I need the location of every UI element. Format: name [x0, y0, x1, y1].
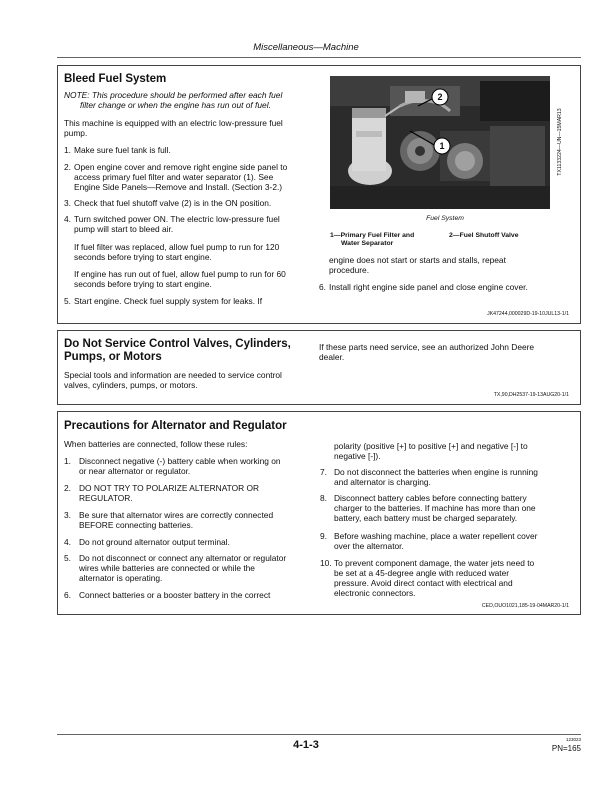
step-5-number: 5.	[64, 296, 71, 306]
step-1-number: 1.	[64, 145, 71, 155]
rule-3-line-1: Be sure that alternator wires are correctly connected	[79, 510, 274, 520]
rule-10-line-2: be set at a 45-degree angle with reduced water	[334, 568, 510, 578]
page-number: 4-1-3	[293, 739, 319, 751]
step-5-text: Start engine. Check fuel supply system for leaks. If	[74, 296, 263, 306]
step-4-para-2-line-2: seconds before trying to start engine.	[74, 279, 212, 289]
rule-4-line-1: Do not ground alternator output terminal.	[79, 537, 230, 547]
step-6-number: 6.	[319, 282, 326, 292]
callout-1-label: 1	[439, 141, 445, 151]
service-body-line-2: valves, cylinders, pumps, or motors.	[64, 380, 198, 390]
rule-3-line-2: BEFORE connecting batteries.	[79, 520, 194, 530]
rule-8-line-3: battery, each battery must be charged separately.	[334, 513, 518, 523]
alternator-intro: When batteries are connected, follow these rules:	[64, 439, 248, 449]
rule-3-number: 3.	[64, 510, 71, 520]
rule-5-number: 5.	[64, 553, 71, 563]
rule-9-line-2: over the alternator.	[334, 541, 404, 551]
rule-10-number: 10.	[320, 558, 332, 568]
legend-1-line-1: 1—Primary Fuel Filter and	[330, 232, 415, 239]
rule-2-line-1: DO NOT TRY TO POLARIZE ALTERNATOR OR	[79, 483, 260, 493]
service-reference-code: TX,90,DH2537-19-13AUG20-1/1	[493, 392, 569, 398]
figure-side-code: TX1133224—UN—15MAR13	[557, 108, 563, 176]
rule-5-line-1: Do not disconnect or connect any alternator or regulator	[79, 553, 287, 563]
footer-rule	[57, 734, 581, 735]
rule-2-line-2: REGULATOR.	[79, 493, 133, 503]
step-4-para-1-line-2: seconds before trying to start engine.	[74, 252, 212, 262]
rule-6-cont-line-2: negative [-]).	[334, 451, 381, 461]
step-4-number: 4.	[64, 214, 71, 224]
rule-9-number: 9.	[320, 531, 327, 541]
callout-2-label: 2	[437, 92, 443, 102]
rule-6-cont-line-1: polarity (positive [+] to positive [+] and negative [-] to	[334, 441, 528, 451]
rule-6-line-1: Connect batteries or a booster battery in the correct	[79, 590, 271, 600]
service-body-line-1: Special tools and information are needed to service control	[64, 370, 282, 380]
rule-1-number: 1.	[64, 456, 71, 466]
legend-1-line-2: Water Separator	[341, 240, 394, 247]
rule-7-line-1: Do not disconnect the batteries when engine is running	[334, 467, 538, 477]
step-2-line-3: Engine Side Panels—Remove and Install. (Section 3-2.)	[74, 182, 283, 192]
step-5-cont-line-1: engine does not start or starts and stalls, repeat	[329, 255, 506, 265]
rule-7-number: 7.	[320, 467, 327, 477]
rule-7-line-2: and alternator is charging.	[334, 477, 431, 487]
step-3-number: 3.	[64, 198, 71, 208]
step-4-para-1-line-1: If fuel filter was replaced, allow fuel pump to run for 120	[74, 242, 280, 252]
step-3-text: Check that fuel shutoff valve (2) is in the ON position.	[74, 198, 272, 208]
rule-10-line-4: electronic connectors.	[334, 588, 416, 598]
step-4-line-2: pump will start to bleed air.	[74, 224, 174, 234]
step-2-line-1: Open engine cover and remove right engine side panel to	[74, 162, 288, 172]
note-line-2: filter change or when the engine has run out of fuel.	[80, 100, 271, 110]
header-rule	[57, 57, 581, 58]
rule-5-line-3: alternator is operating.	[79, 573, 163, 583]
note-line-1: NOTE: This procedure should be performed after each fuel	[64, 90, 283, 100]
rule-6-number: 6.	[64, 590, 71, 600]
intro-line-2: pump.	[64, 128, 88, 138]
bleed-fuel-title: Bleed Fuel System	[64, 73, 167, 85]
rule-8-line-2: charger to the batteries. If machine has more than one	[334, 503, 536, 513]
step-2-number: 2.	[64, 162, 71, 172]
rule-8-number: 8.	[320, 493, 327, 503]
rule-1-line-2: or near alternator or regulator.	[79, 466, 191, 476]
figure-side-code-box	[555, 76, 565, 209]
step-5-cont-line-2: procedure.	[329, 265, 370, 275]
rule-1-line-1: Disconnect negative (-) battery cable when working on	[79, 456, 281, 466]
rule-10-line-3: pressure. Avoid direct contact with electrical and	[334, 578, 513, 588]
bleed-reference-code: JK47244,000029D-19-10JUL13-1/1	[487, 311, 569, 317]
intro-line-1: This machine is equipped with an electric low-pressure fuel	[64, 118, 283, 128]
step-2-line-2: access primary fuel filter and water separator (1). See	[74, 172, 274, 182]
footer-pn: PN=165	[551, 744, 581, 753]
service-title-line-1: Do Not Service Control Valves, Cylinders,	[64, 338, 291, 350]
step-4-line-1: Turn switched power ON. The electric low-pressure fuel	[74, 214, 280, 224]
fuel-system-photo	[330, 76, 550, 209]
step-4-para-2-line-1: If engine has run out of fuel, allow fuel pump to run for 60	[74, 269, 286, 279]
alternator-title: Precautions for Alternator and Regulator	[64, 420, 287, 432]
service-right-line-2: dealer.	[319, 352, 345, 362]
rule-2-number: 2.	[64, 483, 71, 493]
rule-10-line-1: To prevent component damage, the water jets need to	[334, 558, 535, 568]
running-header: Miscellaneous—Machine	[253, 42, 359, 53]
step-6-text: Install right engine side panel and close engine cover.	[329, 282, 528, 292]
rule-8-line-1: Disconnect battery cables before connecting battery	[334, 493, 527, 503]
footer-code: 123023	[565, 737, 581, 742]
service-title-line-2: Pumps, or Motors	[64, 351, 162, 363]
legend-2: 2—Fuel Shutoff Valve	[449, 232, 519, 239]
rule-9-line-1: Before washing machine, place a water repellent cover	[334, 531, 538, 541]
rule-4-number: 4.	[64, 537, 71, 547]
alternator-reference-code: CED,OUO1021,185-19-04MAR20-1/1	[481, 603, 569, 609]
rule-5-line-2: wires while batteries are connected or while the	[79, 563, 255, 573]
figure-caption: Fuel System	[426, 215, 464, 222]
service-right-line-1: If these parts need service, see an authorized John Deere	[319, 342, 535, 352]
step-1-text: Make sure fuel tank is full.	[74, 145, 171, 155]
